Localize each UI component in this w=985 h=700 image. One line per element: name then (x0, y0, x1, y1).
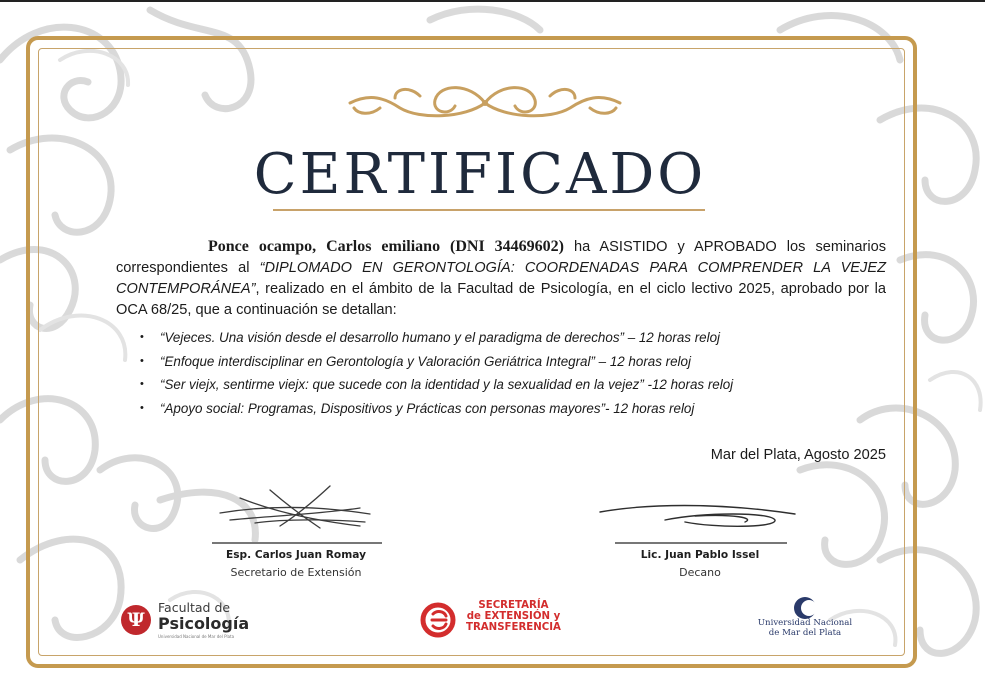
seminar-list (140, 326, 880, 420)
unmdp-emblem-icon (792, 596, 818, 620)
seminar-text: “Apoyo social: Programas, Dispositivos y Prácticas con personas mayores”- 12 horas reloj (160, 400, 695, 416)
psi-symbol: Ψ (127, 609, 145, 631)
psicologia-line1: Facultad de (158, 600, 231, 615)
list-item (140, 350, 880, 374)
place-and-date: Mar del Plata, Agosto 2025 (710, 447, 886, 463)
signatory-role-right: Decano (679, 566, 721, 579)
facultad-psicologia-logo (120, 602, 260, 642)
signature-line-left (212, 542, 382, 544)
seminar-text: “Enfoque interdisciplinar en Gerontología y Valoración Geriátrica Integral” – 12 horas reloj (160, 353, 691, 369)
bullet-icon: • (140, 354, 144, 367)
secretaria-line2: de EXTENSIÓN y (466, 611, 561, 622)
signatory-name-left: Esp. Carlos Juan Romay (226, 549, 366, 561)
secretaria-line3: TRANSFERENCIA (466, 622, 561, 633)
bullet-icon: • (140, 401, 144, 414)
body-text-part1: ha ASISTIDO y APROBADO los seminarios correspondientes al (116, 239, 886, 276)
certificate-title: CERTIFICADO (253, 142, 707, 207)
psicologia-line3: Universidad Nacional de Mar del Plata (158, 634, 235, 639)
unmdp-line2: de Mar del Plata (768, 628, 842, 638)
bullet-icon: • (140, 331, 144, 343)
secretaria-line1: SECRETARÍA (478, 600, 549, 611)
gold-ornament-flourish (340, 78, 630, 128)
seminar-text: “Vejeces. Una visión desde el desarrollo humano y el paradigma de derechos” – 12 horas reloj (160, 330, 720, 345)
title-underline (273, 209, 705, 211)
unmdp-line1: Universidad Nacional (757, 618, 853, 628)
psi-icon (120, 604, 152, 636)
list-item (140, 373, 880, 397)
signatory-name-right: Lic. Juan Pablo Issel (640, 549, 760, 561)
secretaria-text (466, 600, 561, 633)
signature-issel (595, 492, 805, 538)
signature-romay (210, 478, 380, 538)
secretaria-extension-logo (420, 602, 570, 640)
seminar-text: “Ser viejx, sentirme viejx: que sucede con la identidad y la sexualidad en la vejez” -12 horas reloj (160, 377, 734, 392)
list-item (140, 397, 880, 421)
list-item (140, 326, 880, 350)
secretaria-emblem-icon (420, 602, 460, 638)
body-text-part2: , realizado en el ámbito de la Facultad de Psicología, en el ciclo lectivo 2025, aprobado por la OCA 68/25, que a continuación se detallan: (116, 281, 886, 318)
signature-line-right (615, 542, 787, 544)
program-name: “DIPLOMADO EN GERONTOLOGÍA: COORDENADAS PARA COMPRENDER LA VEJEZ CONTEMPORÁNEA” (116, 260, 886, 297)
psicologia-line2: Psicología (158, 614, 250, 633)
certificate-body (116, 236, 886, 321)
recipient-name: Ponce ocampo, Carlos emiliano (DNI 34469602) (208, 238, 564, 255)
bullet-icon: • (140, 378, 144, 390)
unmdp-logo (745, 596, 865, 642)
signatory-role-left: Secretario de Extensión (230, 566, 362, 579)
